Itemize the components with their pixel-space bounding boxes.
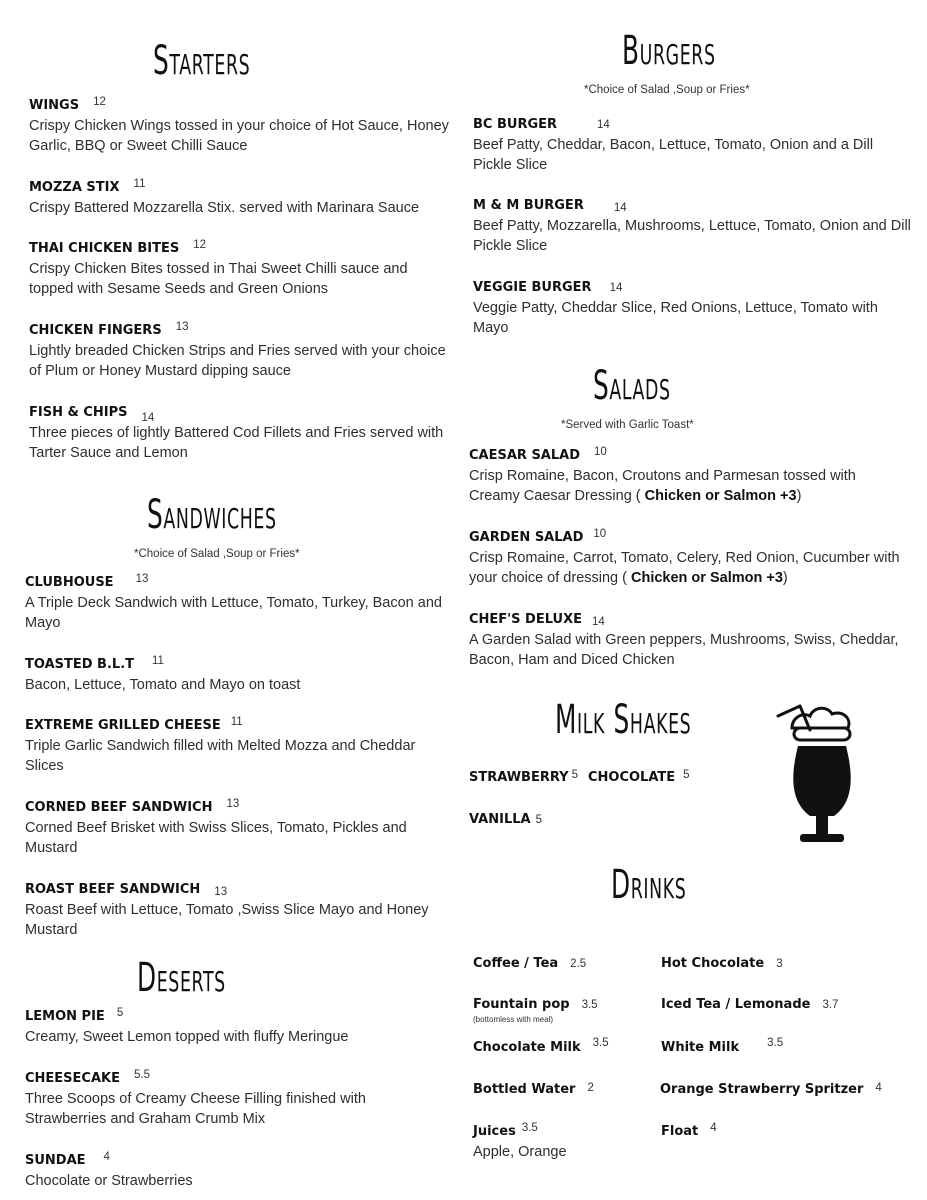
item-price: 12 (193, 239, 206, 251)
item-name: WINGS (29, 98, 80, 113)
item-desc: Lightly breaded Chicken Strips and Fries served with your choice of Plum or Honey Mustard dipping sauce (29, 343, 446, 379)
milkshake-row (469, 768, 690, 786)
item-desc: Chocolate or Strawberries (25, 1173, 193, 1189)
item-price: 5 (571, 769, 578, 781)
item-desc: Bacon, Lettuce, Tomato and Mayo on toast (25, 677, 301, 693)
item-name: ROAST BEEF SANDWICH (25, 882, 201, 897)
milkshake-row (469, 810, 542, 828)
menu-item (469, 610, 909, 670)
item-name: EXTREME GRILLED CHEESE (25, 718, 221, 733)
menu-item (25, 880, 450, 940)
drink-item (661, 954, 783, 972)
menu-item (29, 321, 454, 381)
item-desc (469, 548, 909, 588)
item-desc: Roast Beef with Lettuce, Tomato ,Swiss Slice Mayo and Honey Mustard (25, 902, 429, 938)
item-price: 13 (135, 573, 149, 585)
item-name: MOZZA STIX (29, 180, 120, 195)
item-name: CHICKEN FINGERS (29, 323, 162, 338)
item-price: 3.5 (521, 1122, 538, 1134)
item-price: 3.7 (822, 999, 839, 1011)
item-name: VEGGIE BURGER (473, 280, 592, 295)
item-desc: Three Scoops of Creamy Cheese Filling finished with Strawberries and Graham Crumb Mix (25, 1091, 366, 1127)
item-price: 5 (683, 769, 690, 781)
item-price: 3.5 (767, 1037, 784, 1049)
salads-note: *Served with Garlic Toast* (561, 419, 694, 431)
item-desc: A Garden Salad with Green peppers, Mushrooms, Swiss, Cheddar, Bacon, Ham and Diced Chicken (469, 632, 899, 668)
item-price: 2 (587, 1082, 594, 1094)
drink-item (473, 1080, 594, 1098)
item-name: TOASTED B.L.T (25, 657, 134, 672)
item-price: 2.5 (570, 958, 587, 970)
item-desc: Triple Garlic Sandwich filled with Melted Mozza and Cheddar Slices (25, 738, 416, 774)
drink-item (473, 995, 598, 1024)
item-note: (bottomless with meal) (473, 1015, 554, 1024)
item-price: 11 (133, 178, 146, 190)
drink-item (473, 1122, 567, 1160)
item-price: 14 (609, 282, 623, 294)
menu-item (29, 239, 454, 299)
item-desc: Crispy Chicken Wings tossed in your choice of Hot Sauce, Honey Garlic, BBQ or Sweet Chilli Sauce (29, 118, 449, 154)
item-price: 13 (226, 798, 240, 810)
menu-item (473, 115, 913, 175)
drink-item (661, 1122, 717, 1140)
item-name: CHEESECAKE (25, 1071, 120, 1086)
drink-item (660, 1080, 882, 1098)
item-desc: A Triple Deck Sandwich with Lettuce, Tomato, Turkey, Bacon and Mayo (25, 595, 442, 631)
desc-extra: Chicken or Salmon +3 (644, 488, 797, 504)
desc-text: Crisp Romaine, Carrot, Tomato, Celery, Red Onion, Cucumber with your choice of dressing ( (469, 550, 900, 586)
item-name: SUNDAE (25, 1153, 86, 1168)
item-price: 5.5 (133, 1069, 150, 1081)
item-desc: Beef Patty, Mozzarella, Mushrooms, Lettuce, Tomato, Onion and Dill Pickle Slice (473, 218, 911, 254)
drink-item (661, 1038, 783, 1056)
desc-text: Crisp Romaine, Bacon, Croutons and Parmesan tossed with Creamy Caesar Dressing ( (469, 468, 856, 504)
milkshakes-title: Milk Shakes (555, 697, 692, 743)
item-desc: Three pieces of lightly Battered Cod Fillets and Fries served with Tarter Sauce and Lemon (29, 425, 444, 461)
item-price: 5 (116, 1007, 124, 1019)
item-price: 13 (175, 321, 189, 333)
item-name: Orange Strawberry Spritzer (660, 1082, 864, 1097)
item-price: 3.5 (581, 999, 598, 1011)
item-price: 10 (593, 528, 607, 540)
drink-item (473, 1038, 609, 1056)
menu-item (29, 96, 454, 156)
burgers-title: Burgers (622, 28, 716, 74)
burgers-note: *Choice of Salad ,Soup or Fries* (584, 84, 750, 96)
item-price: 4 (103, 1151, 110, 1163)
item-price: 11 (230, 716, 243, 728)
menu-item (469, 446, 909, 506)
item-price: 14 (592, 616, 605, 628)
item-name: FISH & CHIPS (29, 405, 128, 420)
menu-item (25, 1007, 450, 1047)
menu-item (473, 278, 913, 338)
item-name: CAESAR SALAD (469, 448, 581, 463)
sandwiches-title: Sandwiches (147, 492, 277, 538)
item-name: Fountain pop (473, 997, 570, 1012)
starters-title: Starters (153, 38, 251, 84)
menu-item (29, 403, 454, 463)
item-name: M & M BURGER (473, 198, 584, 213)
item-name: CHOCOLATE (587, 770, 676, 785)
drink-item (661, 995, 838, 1013)
menu-item (469, 528, 909, 588)
item-name: CLUBHOUSE (25, 575, 114, 590)
item-desc: Apple, Orange (473, 1144, 567, 1160)
item-name: Float (661, 1124, 699, 1139)
item-name: White Milk (661, 1040, 740, 1055)
item-desc (469, 466, 909, 506)
item-name: CHEF'S DELUXE (469, 612, 583, 627)
sandwiches-note: *Choice of Salad ,Soup or Fries* (134, 548, 300, 560)
item-name: Hot Chocolate (661, 956, 765, 971)
item-price: 14 (597, 119, 610, 131)
item-price: 11 (152, 655, 164, 667)
item-name: Coffee / Tea (473, 956, 559, 971)
item-desc: Crispy Battered Mozzarella Stix. served with Marinara Sauce (29, 200, 420, 216)
item-name: BC BURGER (473, 117, 558, 132)
salads-title: Salads (593, 363, 671, 409)
menu-item (25, 798, 450, 858)
item-name: VANILLA (469, 812, 531, 827)
item-price: 3.5 (592, 1037, 609, 1049)
menu-item (25, 716, 450, 776)
item-name: GARDEN SALAD (469, 530, 584, 545)
menu-item (25, 573, 450, 633)
desc-close: ) (796, 488, 802, 504)
item-price: 12 (93, 96, 106, 108)
item-price: 3 (776, 958, 783, 970)
item-name: STRAWBERRY (469, 770, 569, 785)
menu-item (25, 655, 450, 695)
menu-item (25, 1069, 450, 1129)
menu-item (473, 196, 913, 256)
item-price: 10 (594, 446, 607, 458)
menu-item (25, 1151, 450, 1191)
item-name: LEMON PIE (25, 1009, 105, 1024)
item-price: 4 (710, 1122, 717, 1134)
item-name: Bottled Water (473, 1082, 576, 1097)
deserts-title: Deserts (137, 955, 226, 1001)
milkshake-glass-icon (770, 700, 866, 850)
drinks-title: Drinks (611, 862, 687, 908)
item-desc: Veggie Patty, Cheddar Slice, Red Onions, Lettuce, Tomato with Mayo (473, 300, 878, 336)
item-price: 14 (613, 202, 627, 214)
item-price: 5 (535, 814, 542, 826)
desc-close: ) (782, 570, 788, 586)
desc-extra: Chicken or Salmon +3 (631, 570, 783, 586)
item-price: 14 (141, 412, 155, 424)
item-desc: Creamy, Sweet Lemon topped with fluffy Meringue (25, 1029, 349, 1045)
item-name: THAI CHICKEN BITES (29, 241, 180, 256)
item-name: Juices (473, 1124, 516, 1139)
item-name: Chocolate Milk (473, 1040, 581, 1055)
item-desc: Corned Beef Brisket with Swiss Slices, Tomato, Pickles and Mustard (25, 820, 407, 856)
item-price: 4 (875, 1082, 882, 1094)
menu-item (29, 178, 454, 218)
item-desc: Beef Patty, Cheddar, Bacon, Lettuce, Tomato, Onion and a Dill Pickle Slice (473, 137, 874, 173)
item-desc: Crispy Chicken Bites tossed in Thai Sweet Chilli sauce and topped with Sesame Seeds and Green Onions (29, 261, 408, 297)
item-name: CORNED BEEF SANDWICH (25, 800, 213, 815)
item-name: Iced Tea / Lemonade (661, 997, 811, 1012)
drink-item (473, 954, 586, 972)
item-price: 13 (214, 886, 228, 898)
